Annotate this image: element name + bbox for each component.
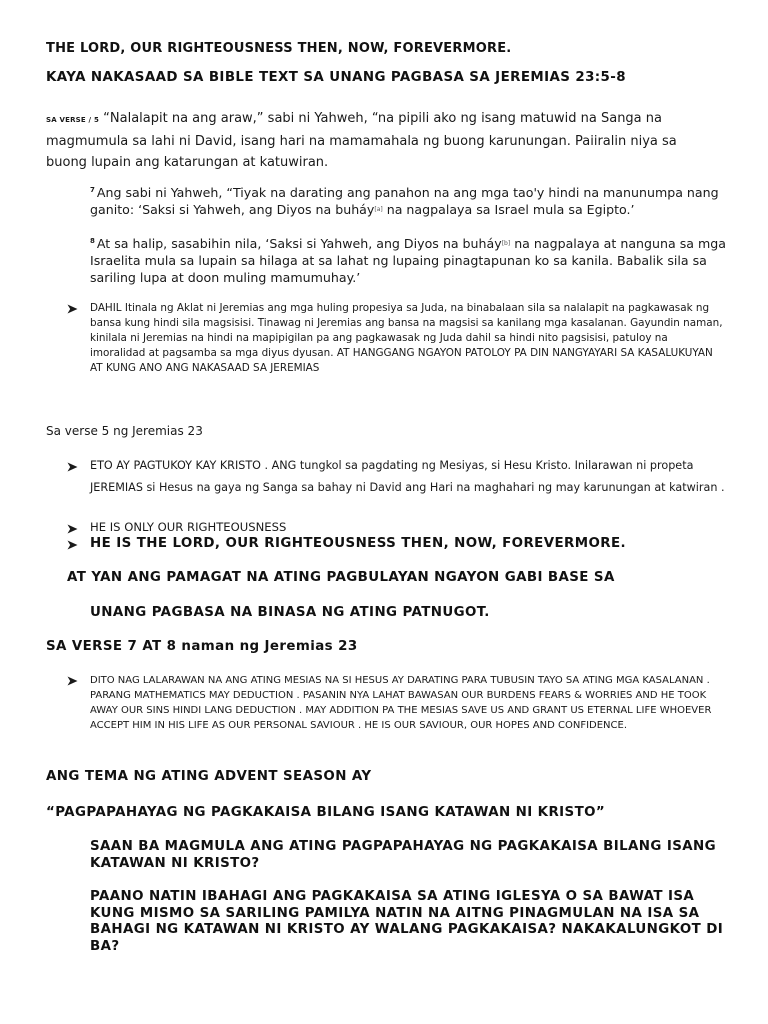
document-title: THE LORD, OUR RIGHTEOUSNESS THEN, NOW, FOREVERMORE.	[46, 41, 512, 56]
question-1: SAAN BA MAGMULA ANG ATING PAGPAPAHAYAG NG PAGKAKAISA BILANG ISANG KATAWAN NI KRISTO?	[90, 839, 717, 871]
bullet-arrow-icon	[67, 540, 78, 550]
bullet-only-righteousness: HE IS ONLY OUR RIGHTEOUSNESS	[90, 520, 287, 534]
advent-theme-heading: ANG TEMA NG ATING ADVENT SEASON AY	[46, 769, 372, 784]
advent-theme-quote: “PAGPAPAHAYAG NG PAGKAKAISA BILANG ISANG KATAWAN NI KRISTO”	[46, 805, 606, 820]
verse-7-paragraph	[90, 182, 730, 218]
bullet-dahil: DAHIL Itinala ng Aklat ni Jeremias ang mga huling propesiya sa Juda, na binabalaan sila sa nalalapit na pagkawasak ng bansa kung hindi sila magsisisi. Tinawag ni Jeremias ang bansa na magsisi sa kanilang mga kasalanan. Gayundin naman, kinilala ni Jeremias na hindi na mapipigilan pa ang pagkawasak ng Juda dahil sa hindi nito pagsisisi, patuloy na imoralidad at pagsamba sa mga diyus dyusan. AT HANGGANG NGAYON PATOLOY PA DIN NANGYAYARI SA KASALUKUYAN AT KUNG ANO ANG NAKASAAD SA JEREMIAS	[90, 302, 723, 374]
verse-7-number: 7	[90, 186, 95, 194]
section-verse-5-heading: Sa verse 5 ng Jeremias 23	[46, 424, 203, 438]
bullet-arrow-icon	[67, 676, 78, 686]
bullet-arrow-icon	[67, 304, 78, 314]
verse-7-footnote[interactable]: [a]	[374, 206, 383, 213]
verse-7-text-a: Ang sabi ni Yahweh, “Tiyak na darating ang panahon na ang mga tao'y hindi na manunumpa nang ganito: ‘Saksi si Yahweh, ang Diyos na buháy	[90, 185, 719, 217]
section-verse-7-8-heading: SA VERSE 7 AT 8 naman ng Jeremias 23	[46, 639, 358, 654]
bullet-the-lord: HE IS THE LORD, OUR RIGHTEOUSNESS THEN, NOW, FOREVERMORE.	[90, 536, 626, 551]
bullet-arrow-icon	[67, 462, 78, 472]
verse-8-text-a: At sa halip, sasabihin nila, ‘Saksi si Yahweh, ang Diyos na buháy	[96, 236, 502, 251]
question-2: PAANO NATIN IBAHAGI ANG PAGKAKAISA SA ATING IGLESYA O SA BAWAT ISA KUNG MISMO SA SARILING PAMILYA NATIN NA AITNG PINAGMULAN NA ISA SA BAHAGI NG KATAWAN NI KRISTO AY WALANG PAGKAKAISA? NAKAKALUNGKOT DI BA?	[90, 889, 724, 954]
bullet-eto: ETO AY PAGTUKOY KAY KRISTO . ANG tungkol sa pagdating ng Mesiyas, si Hesu Kristo. Inilarawan ni propeta JEREMIAS si Hesus na gaya ng Sanga sa bahay ni David ang Hari na maghahari ng may karunungan at katwiran .	[90, 459, 725, 494]
pamagat-line-1: AT YAN ANG PAMAGAT NA ATING PAGBULAYAN NGAYON GABI BASE SA	[67, 570, 615, 585]
pamagat-line-2: UNANG PAGBASA NA BINASA NG ATING PATNUGOT.	[90, 605, 490, 620]
bullet-arrow-icon	[67, 524, 78, 534]
verse-8-paragraph	[90, 233, 732, 286]
verse-8-number: 8	[90, 237, 95, 245]
verse-5-tag: SA VERSE / 5	[46, 116, 100, 124]
verse-7-text-b: na nagpalaya sa Israel mula sa Egipto.’	[382, 202, 635, 217]
bible-text-heading: KAYA NAKASAAD SA BIBLE TEXT SA UNANG PAGBASA SA JEREMIAS 23:5-8	[46, 70, 626, 85]
verse-8-footnote[interactable]: [b]	[501, 240, 511, 247]
verse-5-paragraph	[46, 108, 686, 173]
verse-5-text: “Nalalapit na ang araw,” sabi ni Yahweh, “na pipili ako ng isang matuwid na Sanga na magmumula sa lahi ni David, isang hari na mamamahala ng buong karunungan. Paiiralin niya sa buong lupain ang katarungan at katuwiran.	[46, 111, 677, 170]
verse-8-text-b: na nagpalaya at nanguna sa mga Israelita mula sa lupain sa hilaga at sa lahat ng lupaing pinagtapunan ko sa kanila. Babalik sila sa sariling lupa at doon muling mamumuhay.’	[90, 236, 726, 285]
bullet-dito: DITO NAG LALARAWAN NA ANG ATING MESIAS NA SI HESUS AY DARATING PARA TUBUSIN TAYO SA ATING MGA KASALANAN . PARANG MATHEMATICS MAY DEDUCTION . PASANIN NYA LAHAT BAWASAN OUR BURDENS FEARS & WORRIES AND HE TOOK AWAY OUR SINS HINDI LANG DEDUCTION . MAY ADDITION PA THE MESIAS SAVE US AND GRANT US ETERNAL LIFE WHOEVER ACCEPT HIM IN HIS LIFE AS OUR PERSONAL SAVIOUR . HE IS OUR SAVIOUR, OUR HOPES AND CONFIDENCE.	[90, 675, 712, 731]
